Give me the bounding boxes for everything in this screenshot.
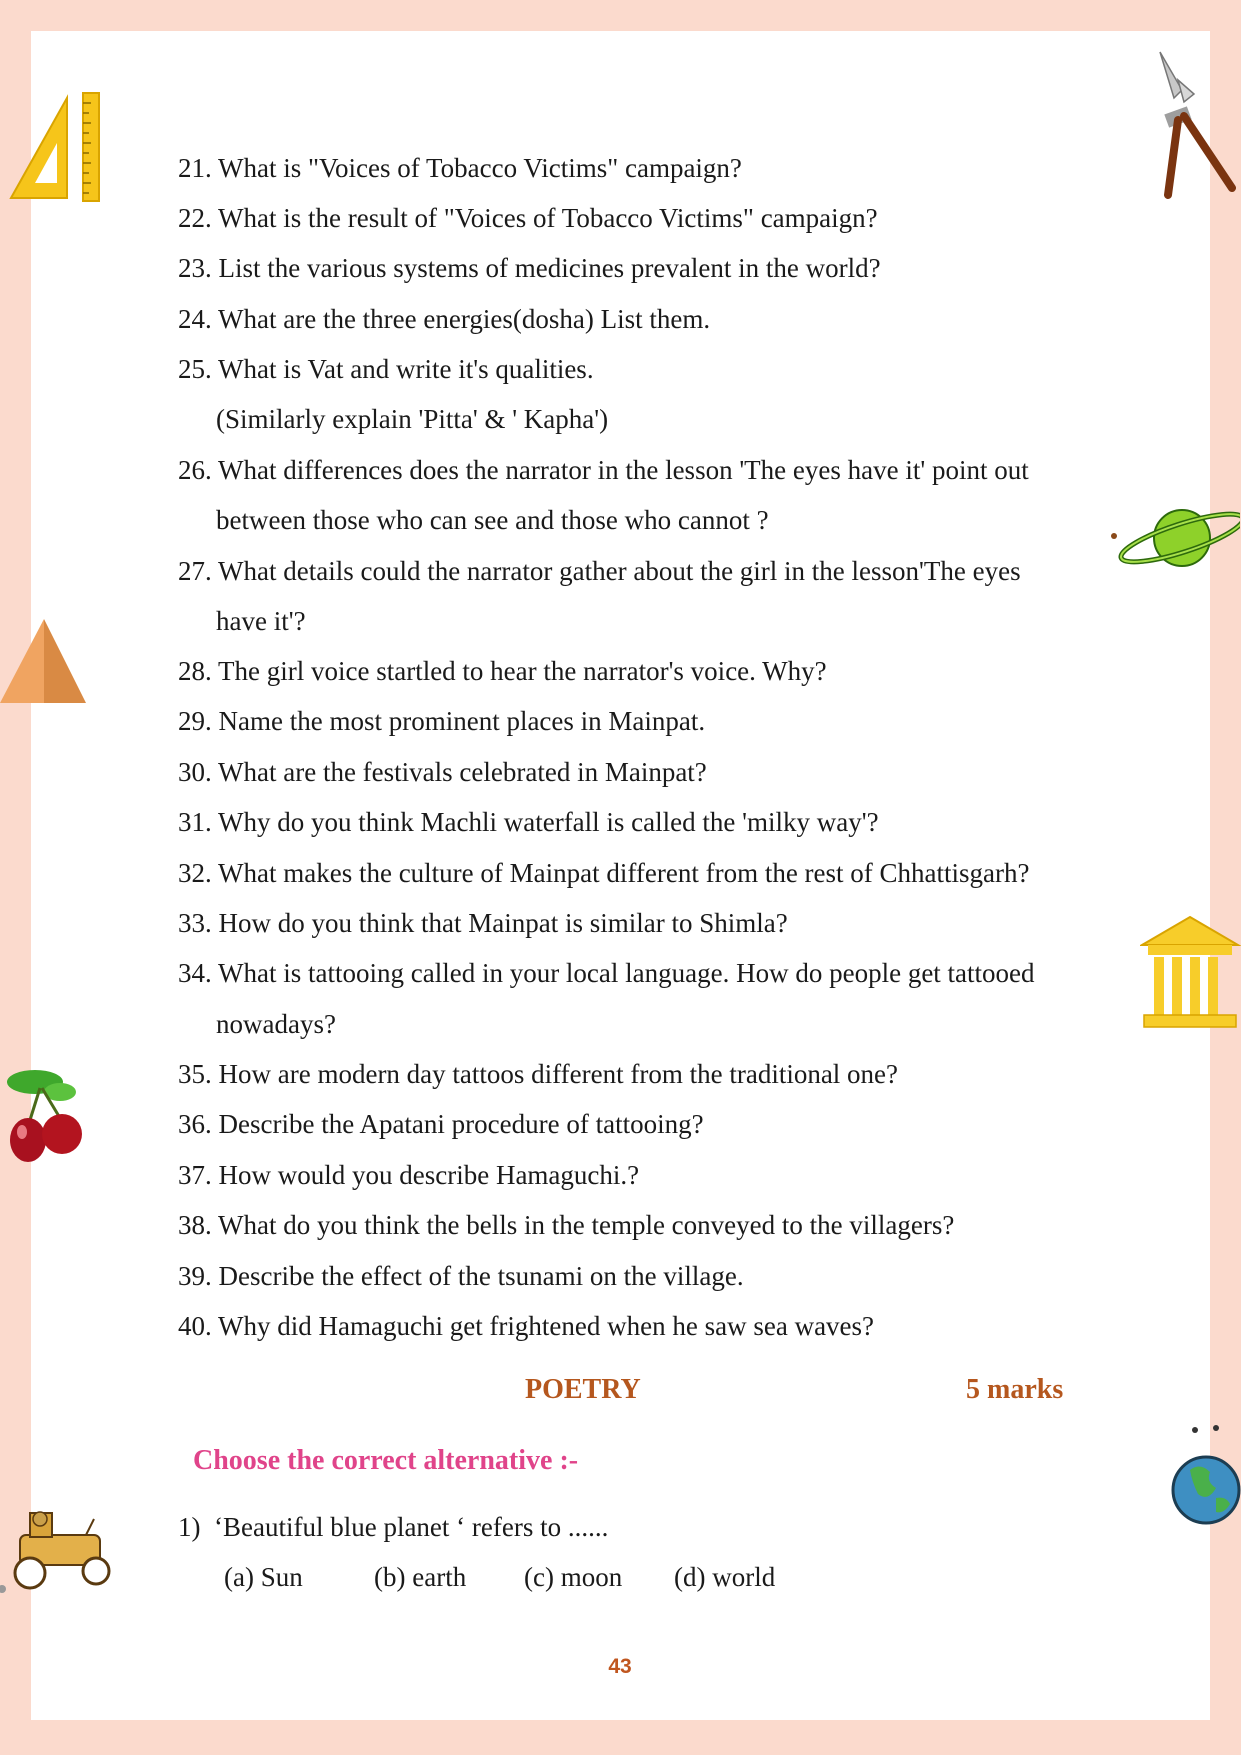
vintage-car-icon <box>0 1505 125 1595</box>
question-24: 24. What are the three energies(dosha) List them. <box>178 304 711 334</box>
question-25: 25. What is Vat and write it's qualities. <box>178 354 594 384</box>
question-34: 34. What is tattooing called in your local language. How do people get tattooed <box>178 958 1035 988</box>
saturn-planet-icon <box>1110 500 1240 575</box>
question-34-continuation: nowadays? <box>216 1009 336 1039</box>
question-23: 23. List the various systems of medicines prevalent in the world? <box>178 253 881 283</box>
question-27-continuation: have it'? <box>216 606 306 636</box>
question-33: 33. How do you think that Mainpat is similar to Shimla? <box>178 908 788 938</box>
mcq-option-b: (b) earth <box>374 1562 467 1592</box>
mcq-question: 1) ‘Beautiful blue planet ‘ refers to ...... <box>178 1512 609 1542</box>
temple-pillars-icon <box>1140 915 1241 1030</box>
cherries-icon <box>0 1060 90 1170</box>
pyramid-icon <box>0 617 88 705</box>
question-28: 28. The girl voice startled to hear the narrator's voice. Why? <box>178 656 827 686</box>
question-26-continuation: between those who can see and those who cannot ? <box>216 505 769 535</box>
instruction-heading: Choose the correct alternative :- <box>193 1445 579 1476</box>
question-26: 26. What differences does the narrator in the lesson 'The eyes have it' point out <box>178 455 1029 485</box>
question-36: 36. Describe the Apatani procedure of tattooing? <box>178 1109 704 1139</box>
question-31: 31. Why do you think Machli waterfall is called the 'milky way'? <box>178 807 879 837</box>
pruning-shears-icon <box>1150 50 1240 200</box>
question-37: 37. How would you describe Hamaguchi.? <box>178 1160 640 1190</box>
question-25-continuation: (Similarly explain 'Pitta' & ' Kapha') <box>216 404 609 434</box>
question-35: 35. How are modern day tattoos different from the traditional one? <box>178 1059 899 1089</box>
question-30: 30. What are the festivals celebrated in Mainpat? <box>178 757 707 787</box>
page-number: 43 <box>608 1655 632 1678</box>
question-21: 21. What is "Voices of Tobacco Victims" campaign? <box>178 153 742 183</box>
question-27: 27. What details could the narrator gather about the girl in the lesson'The eyes <box>178 556 1021 586</box>
section-marks: 5 marks <box>966 1374 1064 1405</box>
section-title: POETRY <box>525 1374 641 1405</box>
question-39: 39. Describe the effect of the tsunami on the village. <box>178 1261 744 1291</box>
question-38: 38. What do you think the bells in the temple conveyed to the villagers? <box>178 1210 955 1240</box>
question-32: 32. What makes the culture of Mainpat different from the rest of Chhattisgarh? <box>178 858 1030 888</box>
mcq-option-d: (d) world <box>674 1562 776 1592</box>
question-22: 22. What is the result of "Voices of Tobacco Victims" campaign? <box>178 203 878 233</box>
question-29: 29. Name the most prominent places in Mainpat. <box>178 706 706 736</box>
question-40: 40. Why did Hamaguchi get frightened when he saw sea waves? <box>178 1311 875 1341</box>
mcq-option-c: (c) moon <box>524 1562 623 1592</box>
set-square-ruler-icon <box>5 88 105 203</box>
earth-globe-icon <box>1168 1420 1241 1530</box>
mcq-option-a: (a) Sun <box>224 1562 303 1592</box>
